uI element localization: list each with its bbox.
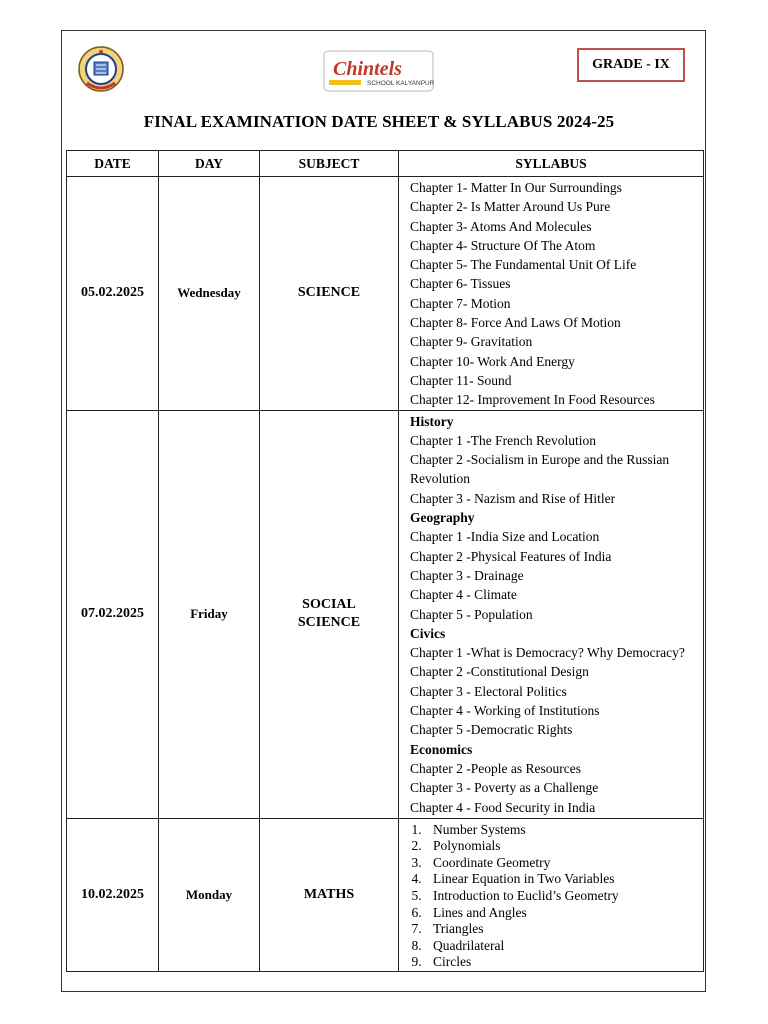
page-title: FINAL EXAMINATION DATE SHEET & SYLLABUS 2024-25: [143, 112, 615, 131]
syllabus-item: Chapter 1 -India Size and Location: [410, 529, 600, 545]
syllabus-item: Chapter 4 - Working of Institutions: [410, 703, 600, 719]
syllabus-cell: [399, 177, 704, 411]
column-header-day: DAY: [159, 151, 260, 177]
syllabus-item: Chapter 2 -People as Resources: [410, 760, 581, 776]
exam-subject: [260, 410, 399, 818]
exam-day: Monday: [159, 818, 260, 971]
section-heading-geography: Geography: [410, 510, 475, 526]
syllabus-item: Chapter 3 - Drainage: [410, 567, 524, 583]
syllabus-cell: [399, 818, 704, 971]
section-heading-economics: Economics: [410, 741, 473, 757]
exam-date: 07.02.2025: [67, 410, 159, 818]
section-heading-civics: Civics: [410, 625, 446, 641]
syllabus-item: Chapter 5 - Population: [410, 606, 533, 622]
column-header-date: DATE: [67, 151, 159, 177]
syllabus-item: Chapter 4 - Climate: [410, 587, 517, 603]
svg-text:SCHOOL KALYANPUR: SCHOOL KALYANPUR: [367, 80, 434, 87]
list-item: 8. Quadrilateral: [425, 938, 703, 955]
table-header-row: [67, 151, 704, 177]
list-item: 3. Coordinate Geometry: [425, 855, 703, 872]
syllabus-item: Chapter 5 -Democratic Rights: [410, 722, 573, 738]
exam-subject-line: SCIENCE: [297, 615, 361, 631]
list-item: 1. Number Systems: [425, 822, 703, 839]
school-emblem-icon: [77, 45, 125, 97]
exam-date: 05.02.2025: [67, 177, 159, 411]
syllabus-item: Chapter 1 -The French Revolution: [410, 432, 596, 448]
syllabus-item: Chapter 3 - Poverty as a Challenge: [410, 780, 599, 796]
syllabus-item: Chapter 3 - Nazism and Rise of Hitler: [410, 490, 616, 506]
exam-subject-line: SOCIAL: [302, 597, 356, 613]
table-row: [67, 410, 704, 818]
syllabus-item: Chapter 6- Tissues: [410, 276, 511, 292]
list-item: 4. Linear Equation in Two Variables: [425, 871, 703, 888]
syllabus-item: Chapter 8- Force And Laws Of Motion: [410, 315, 621, 331]
school-logo: [323, 50, 434, 92]
list-item: 5. Introduction to Euclid’s Geometry: [425, 888, 703, 905]
svg-text:Chintels: Chintels: [333, 58, 402, 80]
syllabus-item: Chapter 9- Gravitation: [410, 334, 533, 350]
syllabus-item: Chapter 12- Improvement In Food Resources: [410, 392, 655, 408]
table-row: [67, 177, 704, 411]
maths-syllabus-list: [399, 819, 703, 971]
section-heading-history: History: [410, 413, 454, 429]
syllabus-item: Chapter 4- Structure Of The Atom: [410, 237, 596, 253]
column-header-syllabus: SYLLABUS: [399, 151, 704, 177]
syllabus-item: Chapter 3- Atoms And Molecules: [410, 218, 592, 234]
syllabus-item: Chapter 4 - Food Security in India: [410, 799, 596, 815]
exam-day: Wednesday: [159, 177, 260, 411]
syllabus-item: Chapter 1- Matter In Our Surroundings: [410, 180, 622, 195]
syllabus-item: Chapter 2 -Physical Features of India: [410, 548, 612, 564]
grade-badge: GRADE - IX: [577, 48, 685, 82]
syllabus-item: Chapter 5- The Fundamental Unit Of Life: [410, 257, 637, 273]
syllabus-item: Chapter 3 - Electoral Politics: [410, 683, 567, 699]
syllabus-cell: [399, 410, 704, 818]
syllabus-item: Chapter 11- Sound: [410, 372, 512, 388]
syllabus-item: Chapter 2 -Socialism in Europe and the Russian Revolution: [410, 452, 670, 487]
exam-subject: MATHS: [260, 818, 399, 971]
syllabus-item: Chapter 2- Is Matter Around Us Pure: [410, 199, 611, 215]
exam-date: 10.02.2025: [67, 818, 159, 971]
syllabus-item: Chapter 7- Motion: [410, 295, 511, 311]
syllabus-item: Chapter 10- Work And Energy: [410, 353, 575, 369]
list-item: 6. Lines and Angles: [425, 905, 703, 922]
list-item: 2. Polynomials: [425, 838, 703, 855]
exam-subject: SCIENCE: [260, 177, 399, 411]
list-item: 9. Circles: [425, 954, 703, 971]
column-header-subject: SUBJECT: [260, 151, 399, 177]
date-sheet-table: [66, 150, 704, 972]
exam-day: Friday: [159, 410, 260, 818]
school-logo-icon: [323, 50, 434, 92]
list-item: 7. Triangles: [425, 921, 703, 938]
table-row: [67, 818, 704, 971]
syllabus-item: Chapter 1 -What is Democracy? Why Democracy? Chapter 2 -Constitutional Design: [410, 645, 685, 680]
